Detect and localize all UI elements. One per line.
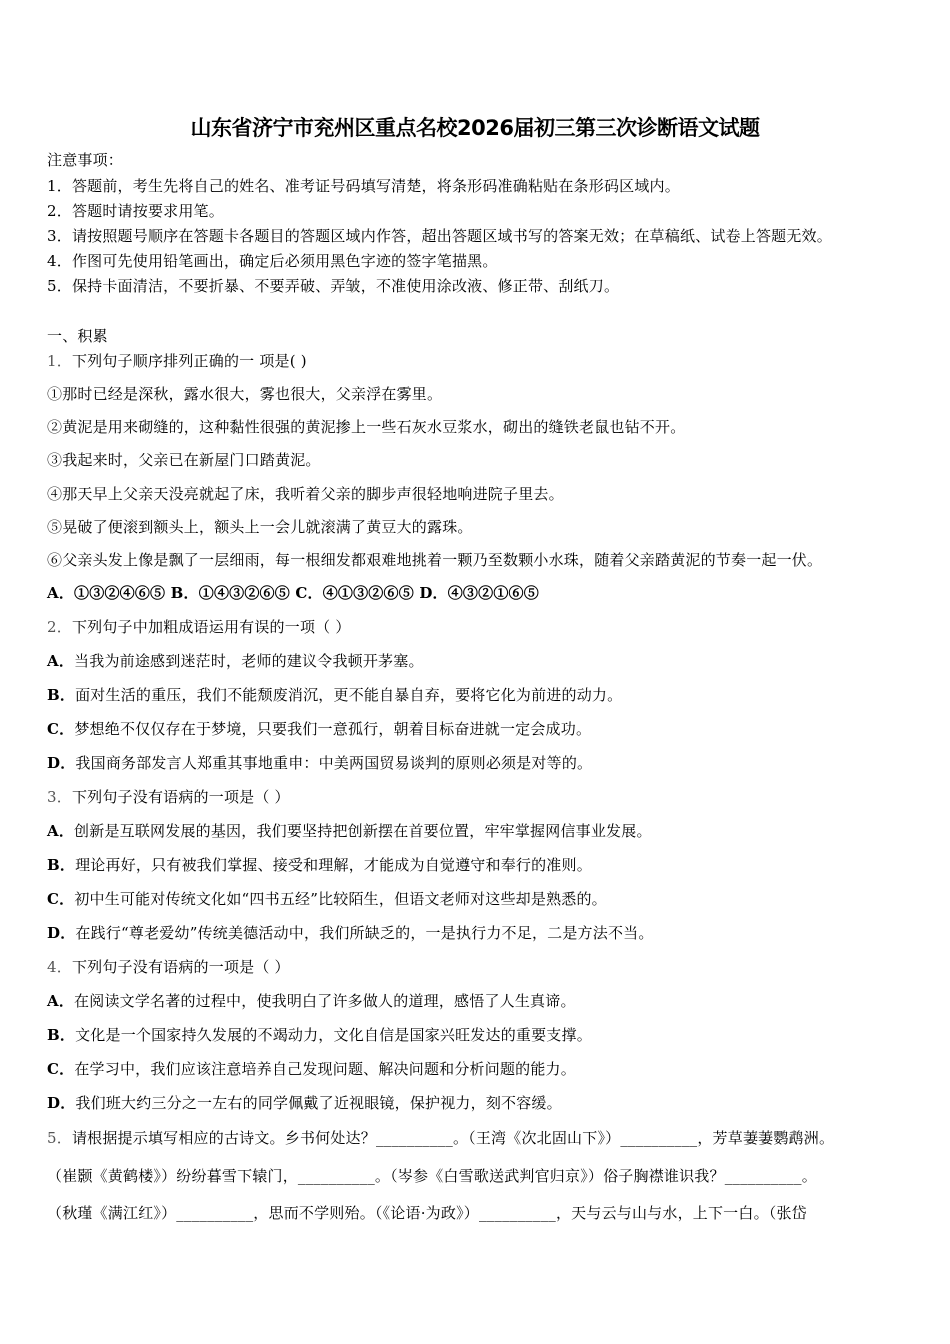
sentence-item: [47, 517, 473, 537]
sentence-item: [47, 550, 822, 570]
sentence-text: ⑥父亲头发上像是飘了一层细雨，每一根细发都艰难地挑着一颗乃至数颗小水珠，随着父亲踏黄泥的节奏一起一伏。: [47, 551, 823, 569]
choice-label: D．: [47, 1094, 76, 1112]
notice-item-text: 4．作图可先使用铅笔画出，确定后必须用黑色字迹的签字笔描黑。: [47, 252, 498, 270]
sentence-text: ①那时已经是深秋，露水很大，雾也很大，父亲浮在雾里。: [47, 385, 443, 403]
choice-text: 面对生活的重压，我们不能颓废消沉，更不能自暴自弃，要将它化为前进的动力。: [75, 686, 623, 704]
question-stem: 下列句子没有语病的一项是（ ）: [71, 958, 290, 976]
notice-item-text: 5．保持卡面清洁，不要折暴、不要弄破、弄皱，不准使用涂改液、修正带、刮纸刀。: [47, 277, 620, 295]
choice-item: [47, 1025, 592, 1045]
notice-item-text: 2．答题时请按要求用笔。: [47, 202, 224, 220]
question-1-options: [47, 583, 539, 603]
notice-item-text: 1．答题前，考生先将自己的姓名、准考证号码填写清楚，将条形码准确粘贴在条形码区域内。: [47, 177, 680, 195]
choice-text: 创新是互联网发展的基因，我们要坚持把创新摆在首要位置，牢牢掌握网信事业发展。: [74, 822, 652, 840]
sentence-text: ③我起来时，父亲已在新屋门口踏黄泥。: [47, 451, 321, 469]
question-number: 5．: [47, 1129, 72, 1147]
sentence-text: ②黄泥是用来砌缝的，这种黏性很强的黄泥掺上一些石灰水豆浆水，砌出的缝铁老鼠也钻不开。: [47, 418, 686, 436]
question-number: 4．: [47, 958, 72, 976]
choice-item: [47, 1059, 576, 1079]
choice-label: A．: [47, 992, 75, 1010]
sentence-item: [47, 450, 321, 470]
choice-text: 初中生可能对传统文化如“四书五经”比较陌生，但语文老师对这些却是熟悉的。: [74, 890, 607, 908]
choice-text: 当我为前途感到迷茫时，老师的建议令我顿开茅塞。: [74, 652, 424, 670]
question-stem: 下列句子顺序排列正确的一 项是( ): [71, 352, 307, 370]
notice-item: [47, 226, 832, 246]
choice-item: [47, 753, 592, 773]
choice-label: C．: [47, 890, 75, 908]
choice-item: [47, 651, 424, 671]
question-stem: 下列句子中加粗成语运用有误的一项（ ）: [71, 618, 351, 636]
question-text: （秋瑾《满江红》）__________，思而不学则殆。（《论语·为政》）__________，天与云与山与水，上下一白。（张岱: [47, 1204, 807, 1222]
choice-label: D．: [47, 924, 76, 942]
sentence-text: ⑤晃破了便滚到额头上，额头上一会儿就滚满了黄豆大的露珠。: [47, 518, 473, 536]
question-4-stem: [47, 957, 290, 977]
choice-text: 梦想绝不仅仅存在于梦境，只要我们一意孤行，朝着目标奋进就一定会成功。: [74, 720, 592, 738]
notice-item: [47, 276, 619, 296]
choice-text: 文化是一个国家持久发展的不竭动力，文化自信是国家兴旺发达的重要支撑。: [75, 1026, 592, 1044]
question-stem: 下列句子没有语病的一项是（ ）: [71, 788, 290, 806]
sentence-item: [47, 484, 564, 504]
question-number: 1．: [47, 352, 72, 370]
choice-item: [47, 821, 652, 841]
question-text: （崔颢《黄鹤楼》）纷纷暮雪下辕门，__________。（岑参《白雪歌送武判官归京》）俗子胸襟谁识我？__________。: [47, 1167, 817, 1185]
notice-item-text: 3．请按照题号顺序在答题卡各题目的答题区域内作答，超出答题区域书写的答案无效；在草稿纸、试卷上答题无效。: [47, 227, 832, 245]
choice-text: 在践行“尊老爱幼”传统美德活动中，我们所缺乏的，一是执行力不足，二是方法不当。: [75, 924, 654, 942]
question-2-stem: [47, 617, 351, 637]
page-title: 山东省济宁市兖州区重点名校2026届初三第三次诊断语文试题: [190, 116, 760, 140]
choice-label: B．: [47, 856, 76, 874]
choice-item: [47, 1093, 562, 1113]
choice-item: [47, 719, 591, 739]
section-heading: [47, 326, 108, 346]
sentence-item: [47, 384, 442, 404]
notice-heading: [47, 150, 123, 170]
choice-item: [47, 889, 607, 909]
section-heading-text: 一、积累: [47, 327, 108, 345]
choice-label: C．: [47, 720, 75, 738]
question-5-line: [47, 1166, 817, 1186]
question-stem: 请根据提示填写相应的古诗文。乡书何处达？__________。（王湾《次北固山下》）__________，芳草萋萋鹦鹉洲。: [71, 1129, 835, 1147]
choice-item: [47, 923, 654, 943]
choice-text: 在学习中，我们应该注意培养自己发现问题、解决问题和分析问题的能力。: [74, 1060, 576, 1078]
choice-label: B．: [47, 686, 76, 704]
options-text: A．①③②④⑥⑤ B．①④③②⑥⑤ C．④①③②⑥⑤ D．④③②①⑥⑤: [47, 584, 539, 602]
choice-label: A．: [47, 822, 75, 840]
choice-item: [47, 685, 622, 705]
choice-label: C．: [47, 1060, 75, 1078]
notice-item: [47, 251, 498, 271]
choice-label: B．: [47, 1026, 76, 1044]
choice-item: [47, 855, 592, 875]
question-number: 3．: [47, 788, 72, 806]
notice-item: [47, 176, 680, 196]
question-5-line: [47, 1203, 807, 1223]
question-number: 2．: [47, 618, 72, 636]
choice-text: 在阅读文学名著的过程中，使我明白了许多做人的道理，感悟了人生真谛。: [74, 992, 576, 1010]
question-5-stem: [47, 1128, 834, 1148]
notice-item: [47, 201, 224, 221]
choice-text: 我国商务部发言人郑重其事地重申：中美两国贸易谈判的原则必须是对等的。: [75, 754, 593, 772]
choice-label: A．: [47, 652, 75, 670]
choice-item: [47, 991, 576, 1011]
sentence-item: [47, 417, 685, 437]
question-1-stem: [47, 351, 307, 371]
question-3-stem: [47, 787, 290, 807]
choice-text: 我们班大约三分之一左右的同学佩戴了近视眼镜，保护视力，刻不容缓。: [75, 1094, 562, 1112]
sentence-text: ④那天早上父亲天没亮就起了床，我听着父亲的脚步声很轻地响进院子里去。: [47, 485, 564, 503]
choice-text: 理论再好，只有被我们掌握、接受和理解，才能成为自觉遵守和奉行的准则。: [75, 856, 592, 874]
notice-heading-text: 注意事项：: [47, 151, 124, 169]
choice-label: D．: [47, 754, 76, 772]
